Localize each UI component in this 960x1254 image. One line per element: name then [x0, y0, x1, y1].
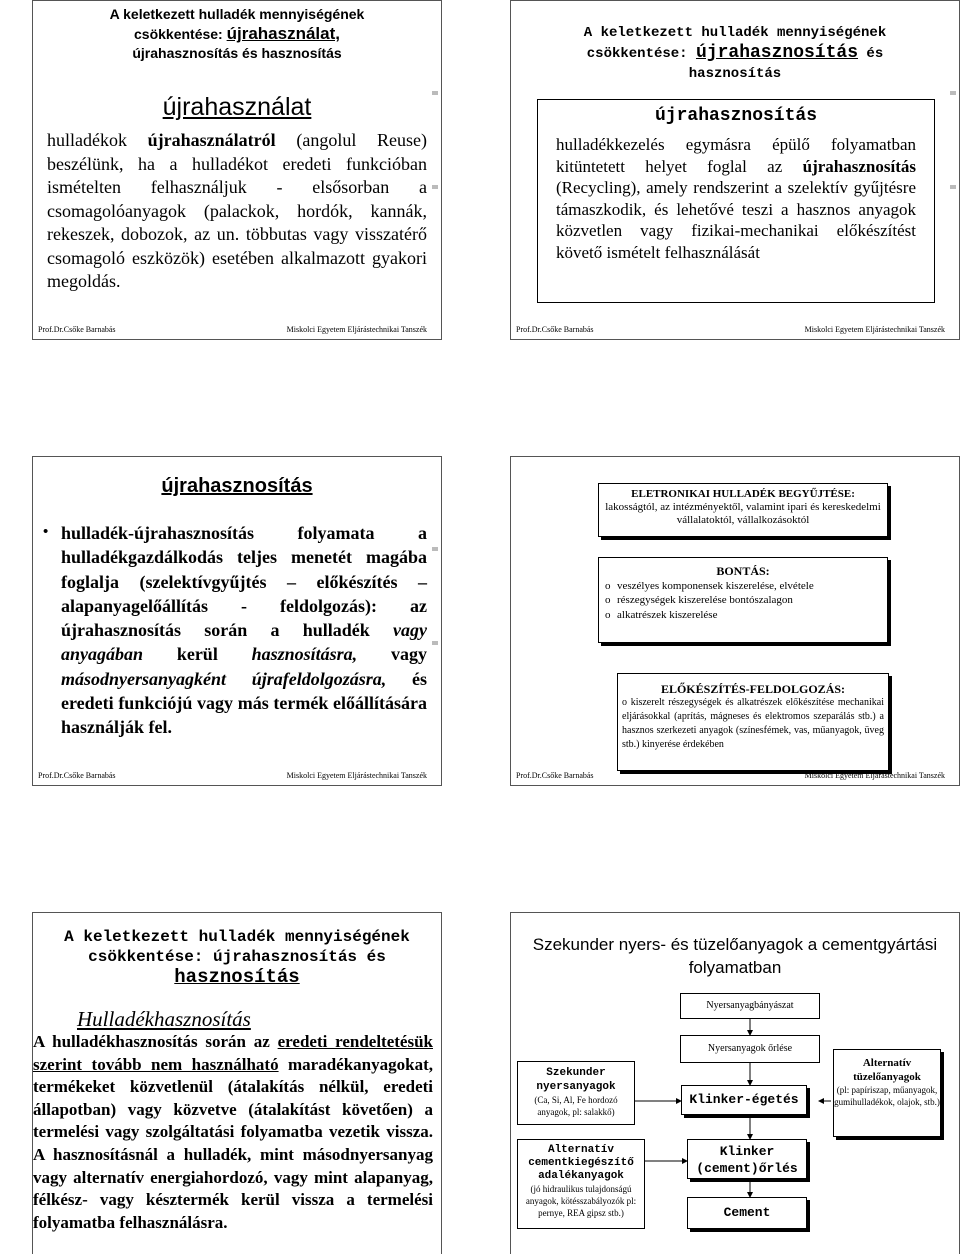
slide-4-institute: Miskolci Egyetem Eljárástechnikai Tanszék [804, 771, 945, 780]
dismantling-title: BONTÁS: [716, 564, 770, 578]
slide-3-bullet: • [43, 523, 49, 540]
dismantling-item: o részegységek kiszerelése bontószalagon [605, 594, 793, 606]
clinker-grinding-box: Klinker (cement)őrlés [687, 1139, 807, 1179]
slide-1-title: A keletkezett hulladék mennyiségének csökkentése: újrahasználat, újrahasznosítás és hasznosítás [109, 6, 365, 61]
slide-4-author: Prof.Dr.Csőke Barnabás [516, 771, 594, 780]
slide-3-author: Prof.Dr.Csőke Barnabás [38, 771, 116, 780]
secondary-raw-box: Szekunder nyersanyagok (Ca, Si, Al, Fe hordozó anyagok, pl: salakkő) [517, 1061, 635, 1125]
processing-title: ELŐKÉSZÍTÉS-FELDOLGOZÁS: [660, 682, 846, 696]
slide-1-institute: Miskolci Egyetem Eljárástechnikai Tanszék [286, 325, 427, 334]
processing-box [617, 673, 889, 771]
slide-3 [32, 456, 442, 786]
slide-5 [32, 912, 442, 1254]
slide-2-marks [950, 91, 956, 279]
dismantling-item: o veszélyes komponensek kiszerelése, elvétele [605, 579, 814, 592]
slide-1-marks [432, 91, 438, 279]
dismantling-box [598, 557, 888, 643]
slide-4 [510, 456, 960, 786]
clinker-burning-box: Klinker-égetés [681, 1085, 807, 1115]
slide-2-heading: újrahasznosítás [654, 106, 818, 126]
slide-2 [510, 0, 960, 340]
slide-1-body: hulladékok újrahasználatról (angolul Reuse) beszélünk, ha a hulladékot eredeti funkcióban ismételten felhasználjuk - elsősorban a csomagolóanyagok (palackok, hordók, kannák, rekeszek, dobozok, az un. többutas vagy visszatérő csomagoló eszközök) esetében alkalmazott gyakori megoldás. [47, 130, 428, 291]
processing-text: o kiszerelt részegységek és alkatrészek előkészítése mechanikai eljárásokkal (aprítás, mágneses és elektromos szeparálás stb.) a hasznos szerkezeti anyagok (színesfémek, vas, műanyagok, üveg stb.) kinyerése érdekében [622, 697, 884, 750]
slide-3-body: hulladék-újrahasznosítás folyamata a hulladékgazdálkodás teljes menetét magába foglalja (szelektívgyűjtés – előkészítés – alapanyagelőállítás - feldolgozás): az újrahasznosítás során a hulladék vagy anyagában kerül hasznosításra, vagy másodnyersanyagként újrafeldolgozásra, és eredeti funkciójú vagy más termék előállítására használják fel. [61, 523, 427, 738]
alt-fuels-box: Alternatív tüzelőanyagok (pl: papíriszap, műanyagok, gumihulladékok, olajok, stb.) [833, 1049, 941, 1137]
slide-5-body: A hulladékhasznosítás során az eredeti rendeltetésük szerint tovább nem használható maradékanyagokat, termékeket közvetlenül (átalakítás nélkül, eredeti állapotban) vagy közvetve (átalakítást követően) a termelési vagy szolgáltatási folyamatba vezetik vissza. A hasznosításnál a hulladék, mint másodnyersanyag vagy alternatív energiahordozó, vagy mint alapanyag, félkész- vagy késztermék kerül vissza a termelési folyamatba felhasználásra. [33, 1032, 434, 1232]
collection-box: ELETRONIKAI HULLADÉK BEGYŰJTÉSE: lakosságtól, az intézményektől, valamint ipari és kereskedelmi vállalatoktól, vállalkozásoktól [598, 483, 888, 537]
slide-2-body: hulladékkezelés egymásra épülő folyamatban kitüntetett helyet foglal az újrahasznosítás (Recycling), amely rendszerint a szelektív gyűjtésre támaszkodik, és lehetővé teszi a hasznos anyagok közvetlen vagy fizikai-mechanikai előkészítést követő ismételt felhasználását [556, 135, 916, 262]
slide-2-institute: Miskolci Egyetem Eljárástechnikai Tanszék [804, 325, 945, 334]
slide-2-title: A keletkezett hulladék mennyiségének csökkentése: újrahasznosítás és hasznosítás [583, 25, 887, 82]
slide-1-author: Prof.Dr.Csőke Barnabás [38, 325, 116, 334]
additives-box: Alternatív cementkiegészítő adalékanyagok (jó hidraulikus tulajdonságú anyagok, kötésszabályozók pl: pernye, REA gipsz stb.) [517, 1139, 645, 1229]
slide-1-heading: újrahasználat [162, 93, 312, 121]
slide-6 [510, 912, 960, 1254]
slide-5-heading: Hulladékhasznosítás [77, 1007, 251, 1031]
slide-5-title: A keletkezett hulladék mennyiségének csökkentése: újrahasznosítás és hasznosítás [64, 928, 410, 988]
raw-grinding-box: Nyersanyagok őrlése [680, 1035, 820, 1063]
slide-3-heading: újrahasznosítás [161, 475, 313, 497]
slide-6-title: Szekunder nyers- és tüzelőanyagok a cementgyártási folyamatban [532, 935, 938, 977]
slide-2-author: Prof.Dr.Csőke Barnabás [516, 325, 594, 334]
dismantling-item: o alkatrészek kiszerelése [605, 608, 718, 621]
cement-box: Cement [687, 1197, 807, 1229]
slide-3-marks [432, 547, 438, 735]
slide-2-content-box [537, 99, 935, 303]
mining-box: Nyersanyagbányászat [680, 993, 820, 1019]
slide-3-institute: Miskolci Egyetem Eljárástechnikai Tanszék [286, 771, 427, 780]
slide-1 [32, 0, 442, 340]
